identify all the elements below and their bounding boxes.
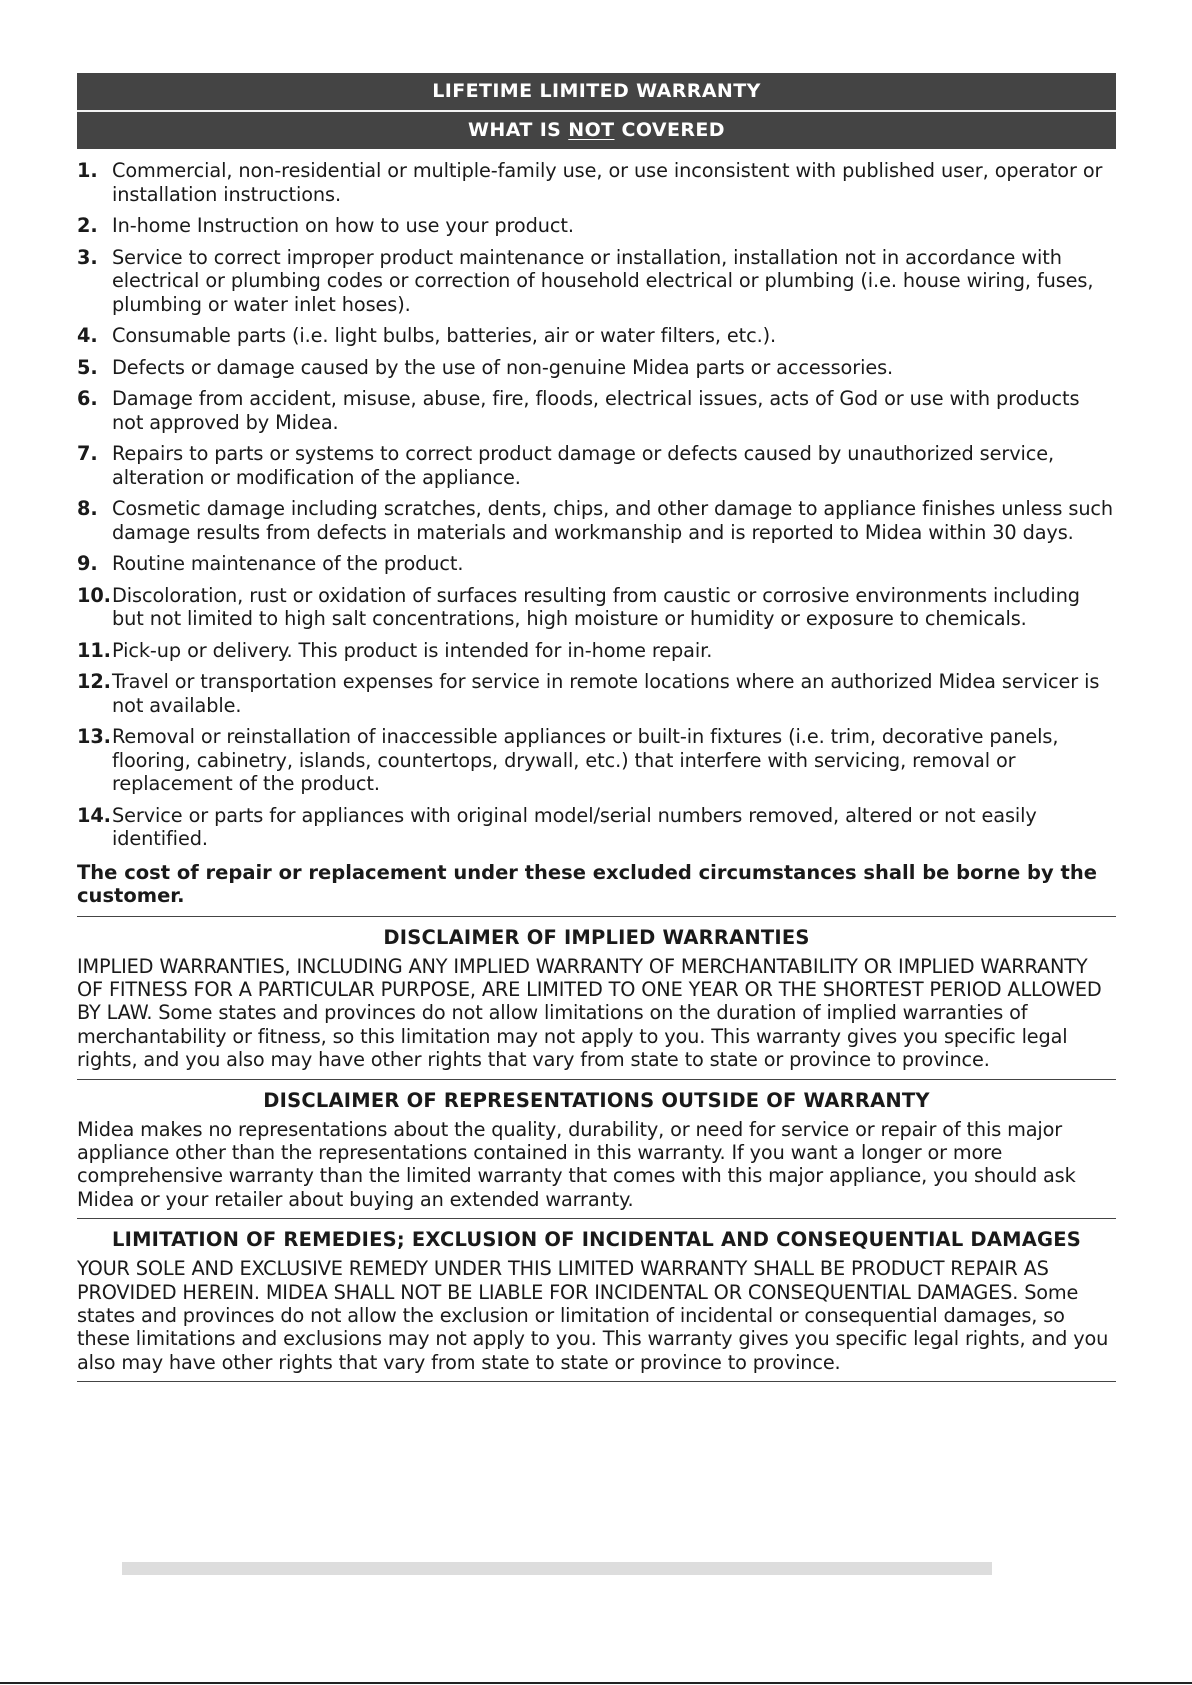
- not-covered-prefix: WHAT IS: [468, 119, 569, 141]
- item-number: 5.: [77, 355, 98, 379]
- not-covered-emphasis: NOT: [568, 119, 615, 141]
- item-text: In-home Instruction on how to use your product.: [112, 214, 574, 237]
- list-item: [77, 552, 1116, 576]
- item-text: Cosmetic damage including scratches, dents, chips, and other damage to appliance finishes unless such damage results from defects in materials and workmanship and is reported to Midea within 30 days.: [112, 497, 1114, 544]
- item-number: 6.: [77, 387, 98, 410]
- item-text: Commercial, non-residential or multiple-family use, or use inconsistent with published user, operator or installation instructions.: [112, 159, 1103, 206]
- section-heading: DISCLAIMER OF REPRESENTATIONS OUTSIDE OF WARRANTY: [263, 1088, 930, 1112]
- representations-section: [77, 1080, 1116, 1220]
- implied-warranties-section: [77, 917, 1116, 1080]
- item-number: 12.: [77, 670, 111, 693]
- item-text: Consumable parts (i.e. light bulbs, batteries, air or water filters, etc.).: [112, 324, 777, 347]
- item-number: 8.: [77, 497, 98, 520]
- item-number: 9.: [77, 552, 98, 575]
- list-item: [77, 670, 1116, 717]
- limitation-of-remedies-section: [77, 1219, 1116, 1382]
- item-text: Discoloration, rust or oxidation of surfaces resulting from caustic or corrosive environments including but not limited to high salt concentrations, high moisture or humidity or exposure to chemicals.: [112, 583, 1080, 630]
- section-heading: LIMITATION OF REMEDIES; EXCLUSION OF INCIDENTAL AND CONSEQUENTIAL DAMAGES: [112, 1228, 1081, 1252]
- list-item: [77, 725, 1116, 796]
- list-item: [77, 159, 1116, 206]
- item-number: 14.: [77, 803, 111, 827]
- list-item: [77, 246, 1116, 317]
- warranty-page: [77, 73, 1116, 1382]
- item-text: Routine maintenance of the product.: [112, 552, 464, 575]
- bottom-rule: [0, 1682, 1192, 1684]
- section-heading: DISCLAIMER OF IMPLIED WARRANTIES: [383, 925, 810, 949]
- section-body: YOUR SOLE AND EXCLUSIVE REMEDY UNDER THIS LIMITED WARRANTY SHALL BE PRODUCT REPAIR AS PROVIDED HEREIN. MIDEA SHALL NOT BE LIABLE FOR INCIDENTAL OR CONSEQUENTIAL DAMAGES. Some states and provinces do not allow the exclusion or limitation of incidental or consequential damages, so these limitations and exclusions may not apply to you. This warranty gives you specific legal rights, and you also may have other rights that vary from state to state or province to province.: [77, 1257, 1109, 1374]
- item-text: Removal or reinstallation of inaccessible appliances or built-in fixtures (i.e. trim, decorative panels, flooring, cabinetry, islands, countertops, drywall, etc.) that interfere with servicing, removal or replacement of the product.: [112, 725, 1059, 795]
- item-number: 13.: [77, 725, 111, 748]
- item-number: 3.: [77, 245, 98, 269]
- cost-statement: The cost of repair or replacement under these excluded circumstances shall be borne by the customer.: [77, 861, 1116, 917]
- list-item: [77, 214, 1116, 238]
- item-text: Service or parts for appliances with original model/serial numbers removed, altered or not easily identified.: [112, 803, 1037, 850]
- exclusions-list: [77, 159, 1116, 851]
- list-item: [77, 497, 1116, 544]
- list-item: [77, 356, 1116, 380]
- footer-bar: [122, 1562, 992, 1575]
- item-number: 10.: [77, 583, 111, 607]
- section-body: Midea makes no representations about the quality, durability, or need for service or repair of this major appliance other than the representations contained in this warranty. If you want a longer or more comprehensive warranty than the limited warranty that comes with this major appliance, you should ask Midea or your retailer about buying an extended warranty.: [77, 1117, 1076, 1211]
- list-item: [77, 584, 1116, 631]
- item-number: 11.: [77, 638, 111, 662]
- item-number: 1.: [77, 159, 98, 182]
- list-item: [77, 804, 1116, 851]
- item-text: Defects or damage caused by the use of non-genuine Midea parts or accessories.: [112, 355, 894, 379]
- section-body: IMPLIED WARRANTIES, INCLUDING ANY IMPLIED WARRANTY OF MERCHANTABILITY OR IMPLIED WARRANTY OF FITNESS FOR A PARTICULAR PURPOSE, ARE LIMITED TO ONE YEAR OR THE SHORTEST PERIOD ALLOWED BY LAW. Some states and provinces do not allow limitations on the duration of implied warranties of merchantability or fitness, so this limitation may not apply to you. This warranty gives you specific legal rights, and you also may have other rights that vary from state to state or province to province.: [77, 954, 1102, 1072]
- list-item: [77, 324, 1116, 348]
- not-covered-banner: [77, 112, 1116, 149]
- item-text: Service to correct improper product maintenance or installation, installation not in accordance with electrical or plumbing codes or correction of household electrical or plumbing (i.e. house wiring, fuses, plumbing or water inlet hoses).: [112, 245, 1094, 316]
- list-item: [77, 387, 1116, 434]
- item-text: Pick-up or delivery. This product is intended for in-home repair.: [112, 638, 713, 662]
- title-text: LIFETIME LIMITED WARRANTY: [432, 80, 761, 102]
- list-item: [77, 639, 1116, 663]
- item-number: 7.: [77, 442, 98, 465]
- item-text: Repairs to parts or systems to correct product damage or defects caused by unauthorized service, alteration or modification of the appliance.: [112, 442, 1055, 489]
- list-item: [77, 442, 1116, 489]
- title-banner: [77, 73, 1116, 112]
- item-text: Damage from accident, misuse, abuse, fire, floods, electrical issues, acts of God or use with products not approved by Midea.: [112, 387, 1080, 434]
- not-covered-suffix: COVERED: [614, 119, 725, 141]
- item-text: Travel or transportation expenses for service in remote locations where an authorized Midea servicer is not available.: [112, 670, 1100, 717]
- item-number: 2.: [77, 214, 98, 237]
- item-number: 4.: [77, 324, 98, 347]
